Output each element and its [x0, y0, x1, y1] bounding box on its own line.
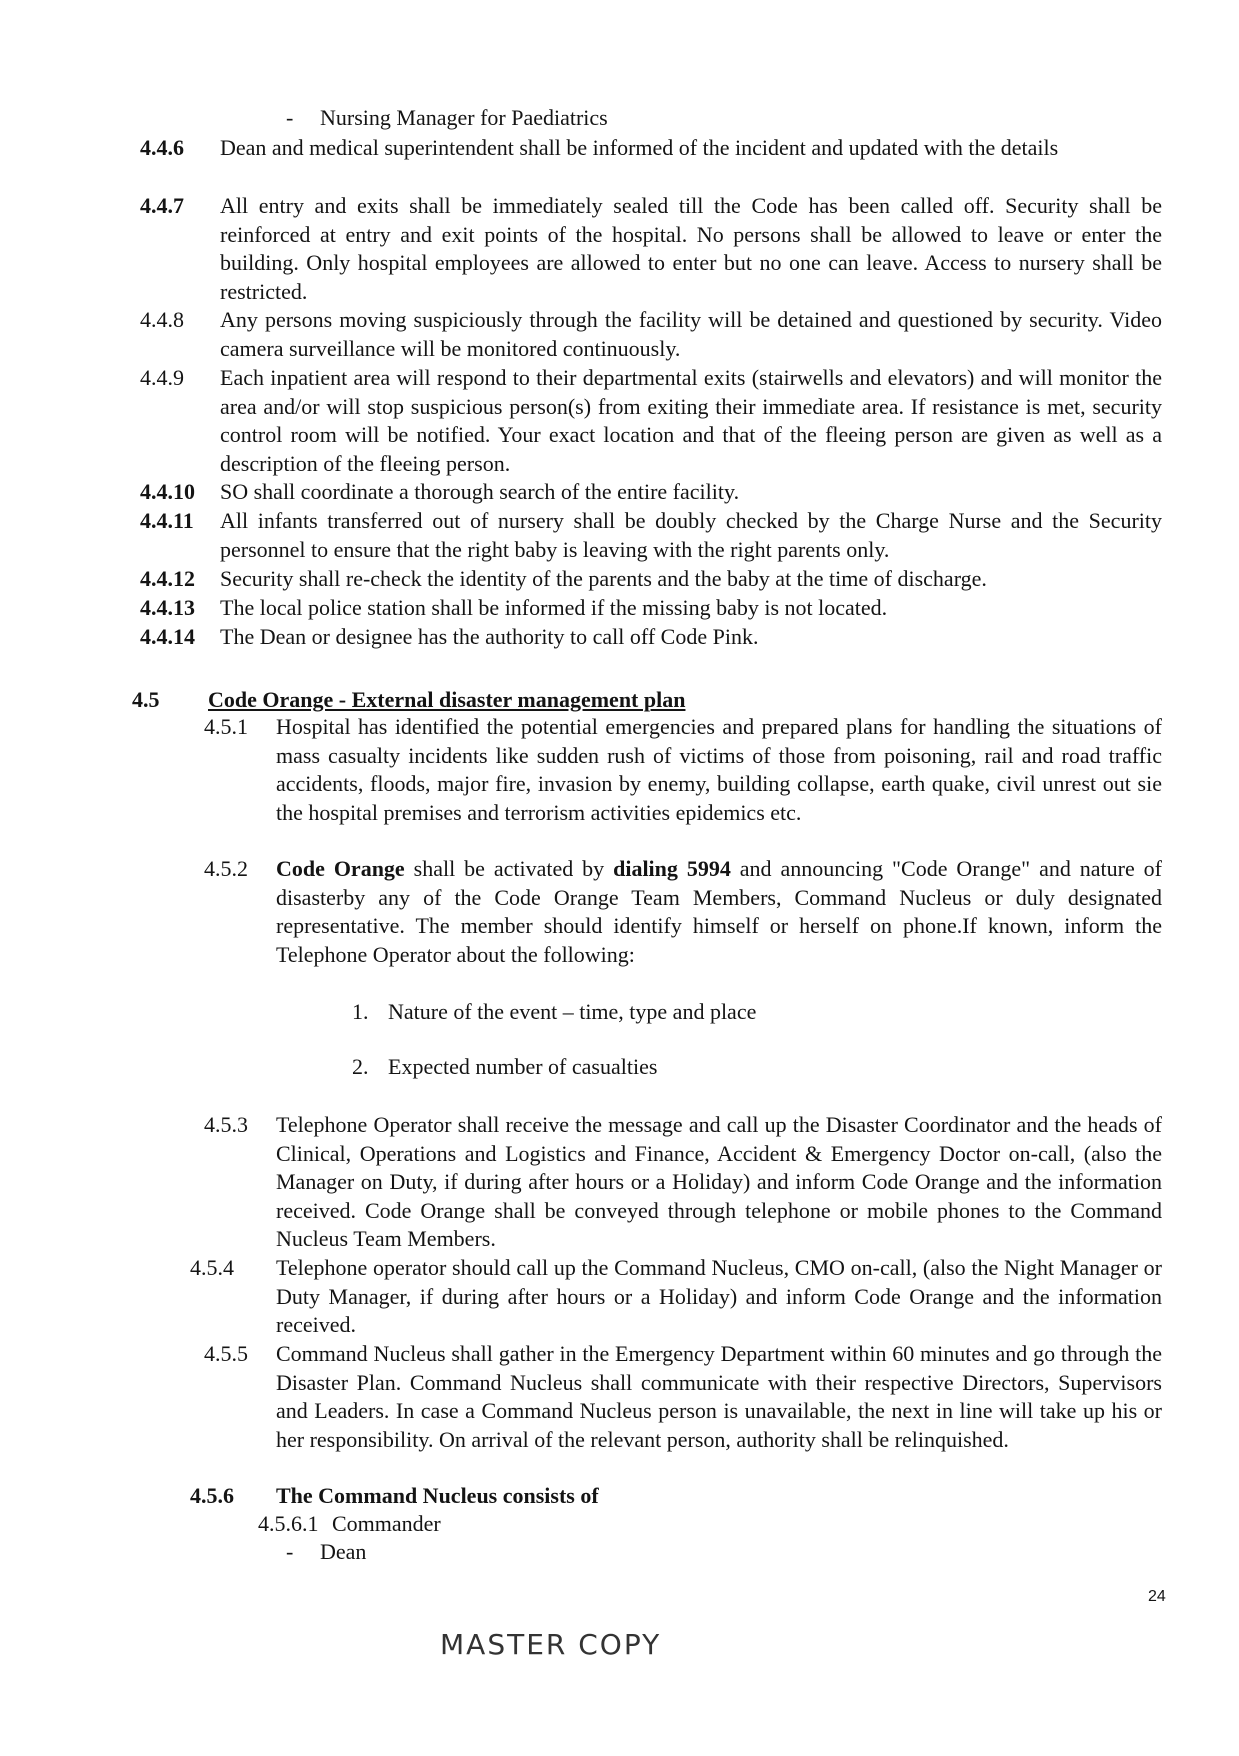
clause-text: SO shall coordinate a thorough search of the entire facility.: [220, 479, 740, 504]
master-copy-stamp: MASTER COPY: [440, 1628, 662, 1661]
dial-number: dialing 5994: [613, 856, 731, 881]
clause-number: 4.4.7: [140, 193, 184, 218]
clause-text: Telephone operator should call up the Command Nucleus, CMO on-call, (also the Night Manager or Duty Manager, if during after hours or a Holiday) and inform Code Orange and the information received.: [276, 1255, 1162, 1337]
clause-text: Dean and medical superintendent shall be informed of the incident and updated with the details: [220, 135, 1059, 160]
clause-number: 4.4.13: [140, 595, 195, 620]
clause-text: Each inpatient area will respond to their departmental exits (stairwells and elevators) and will monitor the area and/or will stop suspicious person(s) from exiting their immediate area. If resistance is met, security control room will be notified. Your exact location and that of the fleeing person are given as well as a description of the fleeing person.: [220, 365, 1162, 476]
clause-text: All entry and exits shall be immediately sealed till the Code has been called off. Security shall be reinforced at entry and exit points of the hospital. No persons shall be allowed to leave or enter the building. Only hospital employees are allowed to enter but no one can leave. Access to nursery shall be restricted.: [220, 193, 1162, 304]
clause-number: 4.4.12: [140, 566, 195, 591]
list-item-text: Expected number of casualties: [388, 1054, 658, 1079]
subclause-number: 4.5.6.1: [258, 1511, 319, 1536]
clause-text: Telephone Operator shall receive the message and call up the Disaster Coordinator and the heads of Clinical, Operations and Logistics and Finance, Accident & Emergency Doctor on-call, (also the Manager on Duty, if during after hours or a Holiday) and inform Code Orange and the information received. Code Orange shall be conveyed through telephone or mobile phones to the Command Nucleus Team Members.: [276, 1112, 1162, 1251]
section-title: Code Orange - External disaster management plan: [208, 687, 686, 712]
clause-text: The Dean or designee has the authority to call off Code Pink.: [220, 624, 759, 649]
list-number: 1.: [352, 999, 369, 1024]
clause-text-part: and announcing "Code Orange" and nature of disasterby any of the Code Orange Team Members, Command Nucleus or duly designated representative. The member should identify himself or herself on phone.If known, inform the Telephone Operator about the following:: [276, 856, 1162, 967]
clause-number: 4.5.5: [204, 1341, 248, 1366]
clause-number: 4.4.11: [140, 508, 194, 533]
page-number: 24: [1148, 1588, 1166, 1605]
clause-number: 4.5.2: [204, 856, 248, 881]
clause-number: 4.4.9: [140, 365, 184, 390]
clause-text: Any persons moving suspiciously through the facility will be detained and questioned by security. Video camera surveillance will be monitored continuously.: [220, 307, 1162, 361]
list-number: 2.: [352, 1054, 369, 1079]
list-item-text: Nursing Manager for Paediatrics: [320, 105, 608, 130]
clause-number: 4.5.3: [204, 1112, 248, 1137]
clause-text: The local police station shall be informed if the missing baby is not located.: [220, 595, 888, 620]
list-dash: -: [286, 1539, 294, 1564]
clause-text-part: shall be activated by: [404, 856, 614, 881]
clause-number: 4.4.10: [140, 479, 195, 504]
clause-heading: The Command Nucleus consists of: [276, 1483, 599, 1508]
clause-text: All infants transferred out of nursery shall be doubly checked by the Charge Nurse and the Security personnel to ensure that the right baby is leaving with the right parents only.: [220, 508, 1162, 562]
clause-number: 4.4.6: [140, 135, 184, 160]
clause-text: Security shall re-check the identity of the parents and the baby at the time of discharge.: [220, 566, 987, 591]
subclause-text: Commander: [332, 1511, 441, 1536]
clause-number: 4.5.4: [190, 1255, 234, 1280]
code-orange-term: Code Orange: [276, 856, 405, 881]
clause-number: 4.4.8: [140, 307, 184, 332]
list-item-text: Dean: [320, 1539, 367, 1564]
clause-text: Hospital has identified the potential emergencies and prepared plans for handling the situations of mass casualty incidents like sudden rush of victims of those from poisoning, rail and road traffic accidents, floods, major fire, invasion by enemy, building collapse, earth quake, civil unrest out sie the hospital premises and terrorism activities epidemics etc.: [276, 714, 1162, 825]
clause-number: 4.5.6: [190, 1483, 234, 1508]
section-number: 4.5: [132, 687, 160, 712]
clause-text: [276, 855, 1162, 969]
clause-number: 4.5.1: [204, 714, 248, 739]
list-dash: -: [286, 105, 294, 130]
list-item-text: Nature of the event – time, type and place: [388, 999, 757, 1024]
clause-number: 4.4.14: [140, 624, 195, 649]
clause-text: Command Nucleus shall gather in the Emergency Department within 60 minutes and go through the Disaster Plan. Command Nucleus shall communicate with their respective Directors, Supervisors and Leaders. In case a Command Nucleus person is unavailable, the next in line will take up his or her responsibility. On arrival of the relevant person, authority shall be relinquished.: [276, 1341, 1162, 1452]
